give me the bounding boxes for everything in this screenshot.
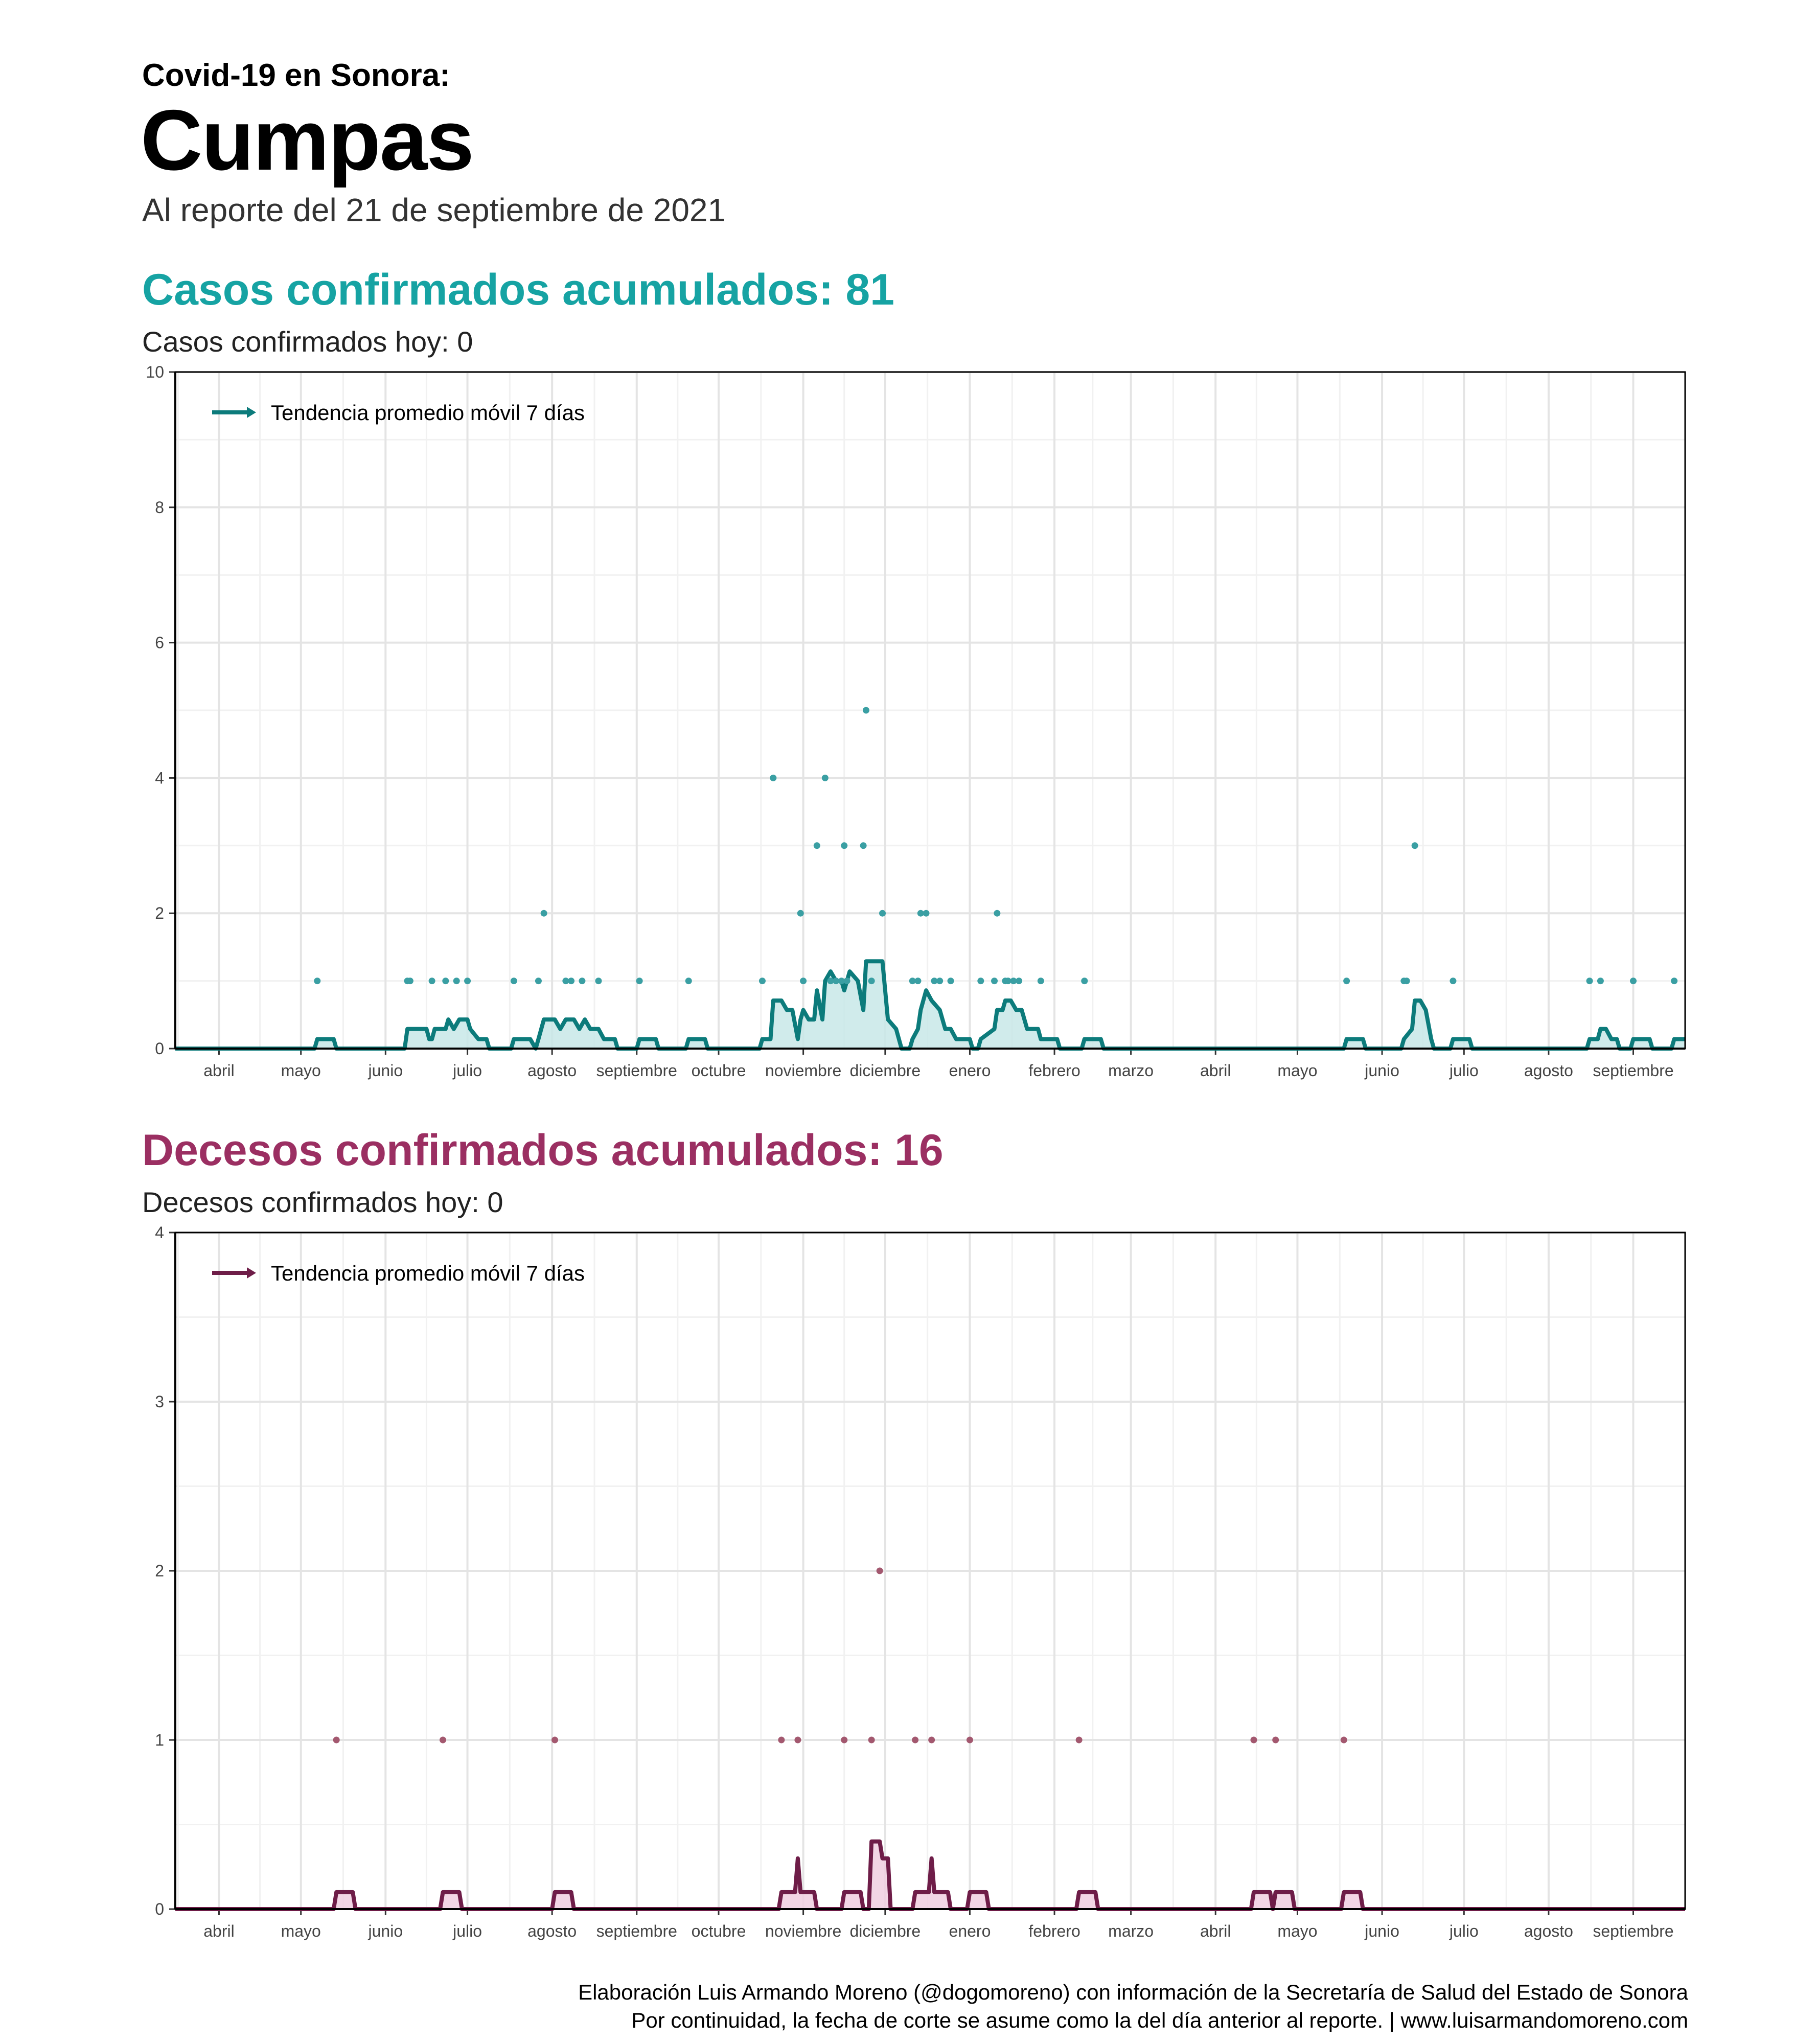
x-tick-label: agosto (527, 1922, 577, 1940)
x-tick-label: febrero (1028, 1061, 1080, 1080)
y-tick-label: 10 (146, 363, 164, 381)
y-tick-label: 0 (155, 1039, 164, 1058)
x-tick-label: noviembre (765, 1922, 842, 1940)
data-point (923, 910, 929, 917)
y-tick-label: 4 (155, 769, 164, 787)
data-point (868, 978, 875, 984)
data-point (1404, 978, 1410, 984)
data-point (759, 978, 766, 984)
page-title: Cumpas (141, 92, 473, 188)
data-point (333, 1737, 340, 1744)
data-point (797, 910, 804, 917)
x-tick-label: julio (453, 1922, 482, 1940)
x-tick-label: enero (949, 1061, 991, 1080)
data-point (814, 842, 820, 849)
x-tick-label: mayo (1277, 1061, 1318, 1080)
x-tick-label: noviembre (765, 1061, 842, 1080)
data-point (453, 978, 460, 984)
x-tick-label: mayo (1277, 1922, 1318, 1940)
data-point (936, 978, 943, 984)
legend-arrow (247, 407, 256, 418)
data-point (822, 775, 829, 781)
legend-label: Tendencia promedio móvil 7 días (271, 401, 585, 425)
cases-chart (0, 358, 1817, 1094)
grid (175, 1233, 1685, 1909)
data-point (800, 978, 807, 984)
x-tick-label: abril (1200, 1061, 1231, 1080)
data-point (967, 1737, 973, 1744)
data-point (464, 978, 471, 984)
y-tick-label: 8 (155, 498, 164, 517)
x-tick-label: julio (453, 1061, 482, 1080)
y-tick-label: 2 (155, 1562, 164, 1580)
x-tick-label: junio (1365, 1922, 1399, 1940)
x-tick-label: septiembre (596, 1061, 677, 1080)
x-tick-label: abril (203, 1061, 235, 1080)
data-point (1341, 1737, 1347, 1744)
data-point (541, 910, 547, 917)
x-tick-label: diciembre (849, 1922, 921, 1940)
x-tick-label: julio (1449, 1922, 1479, 1940)
data-point (991, 978, 998, 984)
data-point (868, 1737, 875, 1744)
data-point (928, 1737, 935, 1744)
x-tick-label: diciembre (849, 1061, 921, 1080)
x-tick-label: mayo (281, 1061, 321, 1080)
data-point (511, 978, 517, 984)
data-point (551, 1737, 558, 1744)
data-point (794, 1737, 801, 1744)
footer-credit: Elaboración Luis Armando Moreno (@dogomoreno) con información de la Secretaría de Salud del Estado de Sonora (578, 1980, 1688, 2004)
x-tick-label: octubre (691, 1061, 746, 1080)
x-tick-label: abril (1200, 1922, 1231, 1940)
deaths-today: Decesos confirmados hoy: 0 (142, 1186, 503, 1218)
cases-today: Casos confirmados hoy: 0 (142, 326, 473, 358)
x-tick-label: agosto (1524, 1061, 1573, 1080)
data-point (1038, 978, 1044, 984)
data-point (1081, 978, 1088, 984)
data-point (1343, 978, 1350, 984)
y-tick-label: 2 (155, 904, 164, 923)
data-point (1076, 1737, 1083, 1744)
data-point (841, 1737, 847, 1744)
trend-area (175, 961, 1685, 1049)
data-point (994, 910, 1000, 917)
data-point (841, 842, 847, 849)
grid (175, 372, 1685, 1049)
deaths-chart (0, 1218, 1817, 1954)
data-point (1450, 978, 1456, 984)
y-tick-label: 4 (155, 1223, 164, 1242)
x-tick-label: agosto (527, 1061, 577, 1080)
x-tick-label: enero (949, 1922, 991, 1940)
page-kicker: Covid-19 en Sonora: (142, 58, 450, 93)
data-point (442, 978, 449, 984)
cases-title: Casos confirmados acumulados: 81 (142, 265, 894, 314)
data-point (860, 842, 867, 849)
legend-label: Tendencia promedio móvil 7 días (271, 1261, 585, 1285)
data-point (1671, 978, 1677, 984)
data-point (1272, 1737, 1279, 1744)
x-tick-label: septiembre (1593, 1061, 1674, 1080)
x-tick-label: febrero (1028, 1922, 1080, 1940)
x-tick-label: agosto (1524, 1922, 1573, 1940)
data-point (429, 978, 435, 984)
data-point (1016, 978, 1022, 984)
data-point (685, 978, 692, 984)
x-tick-label: julio (1449, 1061, 1479, 1080)
data-point (595, 978, 602, 984)
x-tick-label: abril (203, 1922, 235, 1940)
data-point (948, 978, 954, 984)
data-point (636, 978, 643, 984)
y-tick-label: 0 (155, 1900, 164, 1918)
x-tick-label: marzo (1108, 1061, 1154, 1080)
data-point (912, 1737, 918, 1744)
x-tick-label: junio (1365, 1061, 1399, 1080)
report-date: Al reporte del 21 de septiembre de 2021 (142, 192, 726, 228)
data-point (863, 707, 869, 714)
footer-note: Por continuidad, la fecha de corte se asume como la del día anterior al reporte. | www.luisarmandomoreno.com (631, 2008, 1688, 2032)
x-tick-label: septiembre (596, 1922, 677, 1940)
data-point (1586, 978, 1593, 984)
legend (212, 1261, 585, 1285)
data-point (770, 775, 776, 781)
data-point (1597, 978, 1604, 984)
data-point (1251, 1737, 1257, 1744)
data-point (440, 1737, 446, 1744)
y-tick-label: 1 (155, 1731, 164, 1749)
y-tick-label: 6 (155, 633, 164, 652)
data-point (407, 978, 413, 984)
x-tick-label: septiembre (1593, 1922, 1674, 1940)
x-tick-label: mayo (281, 1922, 321, 1940)
x-tick-label: junio (368, 1061, 403, 1080)
y-tick-label: 3 (155, 1392, 164, 1411)
data-point (1412, 842, 1418, 849)
data-point (877, 1568, 883, 1574)
data-point (977, 978, 984, 984)
data-point (535, 978, 542, 984)
legend (212, 401, 585, 425)
data-point (568, 978, 574, 984)
legend-arrow (247, 1267, 256, 1279)
deaths-title: Decesos confirmados acumulados: 16 (142, 1126, 944, 1175)
x-tick-label: marzo (1108, 1922, 1154, 1940)
data-point (778, 1737, 785, 1744)
data-point (879, 910, 886, 917)
data-point (844, 978, 850, 984)
x-tick-label: junio (368, 1922, 403, 1940)
x-tick-label: octubre (691, 1922, 746, 1940)
data-point (914, 978, 921, 984)
data-point (579, 978, 585, 984)
data-point (1630, 978, 1637, 984)
data-point (314, 978, 320, 984)
